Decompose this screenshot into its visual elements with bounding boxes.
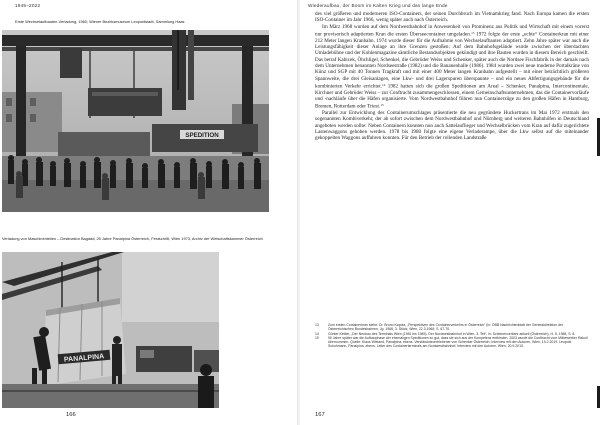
photo-crate-loading: [2, 252, 219, 408]
paragraph-3-text: Parallel zur Entwicklung des Containerumschlages präsentierte die neu gegründete Huckertrans im Mai 1972 erstmals den sogenannten Kombiverkehr, der ab sofort zwischen dem Nordwestbahnhof und Nürnberg und weiteren Bahnhöfen in Deutschland angeboten werden sollte: Neben Containern konnten nun auch Sattelauflieger und Wechselbrücken vom Kran auf dafür zugerichtete Lastenwaggons gehoben werden. 1978 bis 1980 folgte eine eigene Verladerampe, über die Lkw selbst auf die miteinander gekoppelten Waggons auffahren konnten. Für den Betrieb der rollenden Landstraße: [315, 110, 589, 142]
paragraph-2-text: Im März 1968 wurden auf dem Nordwestbahnhof in Anwesenheit von Prominenz aus Politik und Wirtschaft mit einem vorerst nur provisorisch adaptierten Kran die ersten Überseecontainer umgeladen.: [315, 23, 589, 38]
footnote-text: Zum ersten Containerkran siehe: Dr. Bruno Kapola, „Perspektiven des Containerverkehrs in Österreich“ (in: ÖBB Nachrichtenblatt der Generaldirektion der Österreichischen Bundesbahnen, Jg. 1968, 3. Stück, Wien, 22.3.1968, S. 67-70.: [328, 323, 564, 332]
footnote-ref-13[interactable]: 13: [471, 30, 475, 35]
running-head-left: 1945–2022: [15, 3, 41, 8]
paragraph-1-text: des viel größeren und moderneren ISO-Containers, der seinen Durchbruch im Vietnamkrieg fand. Nach Europa kamen die ersten ISO-Container im Jahr 1966, wenig später auch nach Österreich.: [315, 11, 589, 24]
photo-crane-loading: [2, 30, 269, 212]
running-head-right: Wiederaufbau, der Boom im Kalten Krieg und das lange Ende: [308, 3, 448, 8]
footnote-text: 90 Jahre später war die Aufbauphase der ehemaligen Speditionen so gut, dass sie sich aus der Kompetenz entbinden. 2003 wurde die Conftracht vom Mitbewerber Rakoll übernommen. Quelle: Klaus Wieland, Panalpina, ebens. Verständnisvertriebener von Schenker Österreich; Interview mit den Autoren, Wien, 19.2.2019. Leopold Schuhmann, Panalpina, ebens. Leiter des Containerterminals am Nordwestbahnhof; Interview mit den Autoren, Wien, 20.9.2019.: [328, 335, 588, 349]
right-page: [300, 0, 600, 425]
paragraph-3: [315, 110, 589, 142]
footnote-ref-15[interactable]: 15: [380, 103, 384, 108]
page-number-left: 166: [66, 412, 76, 418]
left-page: [0, 0, 297, 425]
footnote-ref-14[interactable]: 14: [381, 83, 386, 87]
paragraph-2: [315, 24, 589, 110]
page-number-right: 167: [315, 412, 325, 418]
footnote-text: Günter Kettler, „Der Neubau des Terminals Wien (1981 bis 1985). Der Nordwestbahnhof in Wien, 3. Teil“, in: Schienenverkehr aktuell (Österreich), H. 5, 1988, S. 8.: [328, 331, 576, 336]
body-text: [315, 11, 589, 142]
crate-label-text: PANALPINA: [63, 353, 105, 364]
photo-sign-text: SPEDITION: [185, 132, 219, 139]
caption-top-photo: Erste Wechselaufbauten-Verladung, 1960; Wiener Bezirksmuseum Leopoldstadt, Sammlung Haas: [15, 19, 185, 24]
paragraph-2-text-cont: 1972 folgte der erste „echte“ Containerkran mit einer 212 Meter langen Kranbahn. 1974 wurde dieser für die Aufnahme von Wechselaufbauten adaptiert. Zehn Jahre später war auch die Leistungsfähigkeit dieser Anlage an ihre Grenzen gestoßen: Auf dem Bahnhofsgelände wurde zwischen der überdachten Umladebühne und der Kohlenmagazine sämtliche Bestandsobjekten gekündigt und ihre Bauten wurden in diesem Bereich geschleift. Das betraf Kabicek, Öhchligel, Schenkel, die Gebrüder Weiss und Schenker, später auch die Nordsee Fischfabrik in der damals nach dem Unternehmen benannten Nordseestraße (1982) und die Bananenhalle (1986). 1984 wurden zwei neue moderne Portalkräne von Künz und SGP mit 40 Tonnen Tragkraft und mit einer 400 Meter langen Kranbahn aufgestellt – mit einer beträchtlich größeren Spannweite, die drei Gleisanlagen, eine Lkw- und drei Lagerspuren überspannte – und ein neues Abfertigungsgebäude für die kombinierten Verkehr errichtet.: [315, 31, 590, 90]
paragraph-1: [315, 11, 589, 24]
footnotes: [315, 323, 589, 349]
footnote-15: [315, 336, 589, 349]
footnote-number: 15: [315, 335, 319, 340]
crate-scene-graphic: [2, 252, 219, 408]
footnote-number: 13: [315, 323, 319, 327]
caption-bottom-photo: Verladung von Maschinenteilen – Destination Bagdad; 25 Jahre Panalpina Österreich, Festschrift, Wien 1973, Archiv der Wirtschaftskammer Österreich: [2, 236, 263, 241]
footnote-number: 14: [315, 331, 319, 336]
crane-scene-graphic: [2, 30, 269, 212]
paragraph-2-text-cont2: 1982 hatten sich die großen Speditionen am Areal – Schenker, Panalpina, Intercontinentale, Kirchner und Gebrüder Weiss – zur Conftracht zusammengeschlossen, einem Gemeinschaftsunternehmen, das die Containervorläufe und -nachläufe über die Häfen organisierte. Vom Nordwestbahnhof führen nun Containerzüge zu den großen Häfen in Hamburg, Bremen, Rotterdam oder Triest.: [315, 83, 589, 110]
footnote-13: [315, 323, 589, 332]
